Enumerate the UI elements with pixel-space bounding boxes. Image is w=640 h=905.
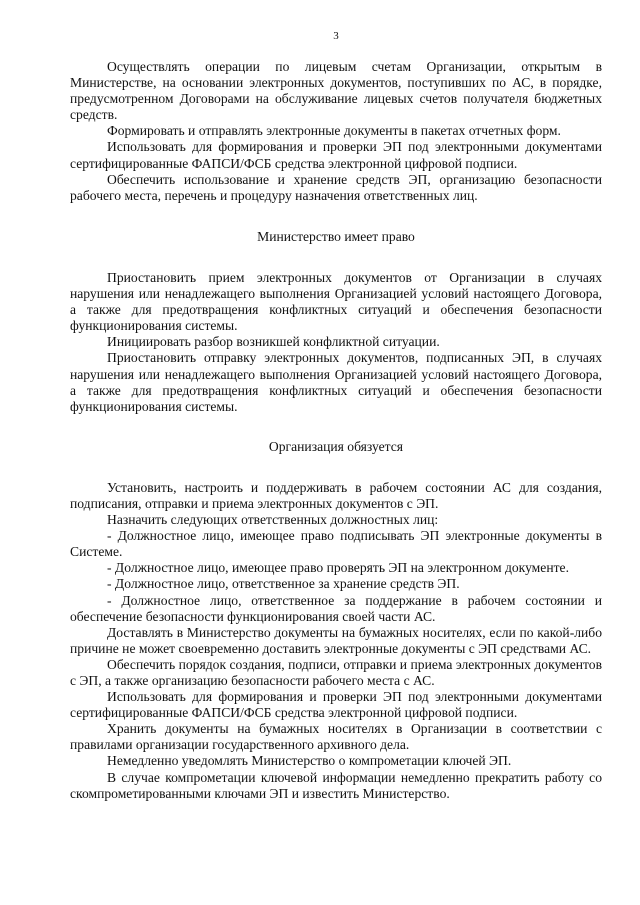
paragraph: Назначить следующих ответственных должностных лиц: [107,512,439,528]
paragraph: Обеспечить порядок создания, подписи, отправки и приема электронных документов с ЭП, а также организацию безопасности рабочего места с АС. [70,656,602,688]
section-ministry-rights [70,270,602,415]
paragraph: Использовать для формирования и проверки ЭП под электронными документами сертифицированные ФАПСИ/ФСБ средства электронной цифровой подписи. [70,139,602,171]
section-organization-obligations [70,480,602,802]
paragraph: Использовать для формирования и проверки ЭП под электронными документами сертифицированные ФАПСИ/ФСБ средства электронной цифровой подписи. [70,689,602,721]
paragraph: Немедленно уведомлять Министерство о компрометации ключей ЭП. [107,753,512,769]
paragraph: Установить, настроить и поддерживать в рабочем состоянии АС для создания, подписания, отправки и приема электронных документов с ЭП. [70,479,602,511]
paragraph: Приостановить прием электронных документов от Организации в случаях нарушения или ненадлежащего выполнения Организацией условий настоящего Договора, а также для предотвращения конфликтных ситуаций и обеспечения безопасности функционирования системы. [70,269,602,334]
paragraph: Обеспечить использование и хранение средств ЭП, организацию безопасности рабочего места, перечень и процедуру назначения ответственных лиц. [70,171,602,203]
paragraph: Приостановить отправку электронных документов, подписанных ЭП, в случаях нарушения или ненадлежащего выполнения Организацией условий настоящего Договора, а также для предотвращения конфликтных ситуаций и обеспечения безопасности функционирования системы. [70,350,602,414]
section-heading-ministry-rights: Министерство имеет право [257,228,415,244]
paragraph: Хранить документы на бумажных носителях в Организации в соответствии с правилами организации государственного архивного дела. [70,721,602,753]
list-item: - Должностное лицо, ответственное за хранение средств ЭП. [107,576,460,592]
paragraph: Осуществлять операции по лицевым счетам Организации, открытым в Министерстве, на основании электронных документов, поступивших по АС, в порядке, предусмотренном Договорами на обслуживание лицевых счетов получателя бюджетных средств. [70,59,602,123]
paragraph: В случае компрометации ключевой информации немедленно прекратить работу со скомпрометированными ключами ЭП и известить Министерство. [70,769,602,801]
list-item: - Должностное лицо, имеющее право подписывать ЭП электронные документы в Системе. [70,528,602,560]
list-item: - Должностное лицо, ответственное за поддержание в рабочем состоянии и обеспечение безопасности функционирования своей части АС. [70,592,602,624]
paragraph: Инициировать разбор возникшей конфликтной ситуации. [107,334,440,350]
section-heading-organization-obligations: Организация обязуется [268,438,404,454]
paragraph: Формировать и отправлять электронные документы в пакетах отчетных форм. [107,123,561,139]
section-obligations-continued [70,59,602,204]
paragraph: Доставлять в Министерство документы на бумажных носителях, если по какой-либо причине не может своевременно доставить электронные документы с ЭП средствами АС. [70,624,602,656]
page-number: 3 [333,30,339,42]
list-item: - Должностное лицо, имеющее право проверять ЭП на электронном документе. [107,560,569,576]
